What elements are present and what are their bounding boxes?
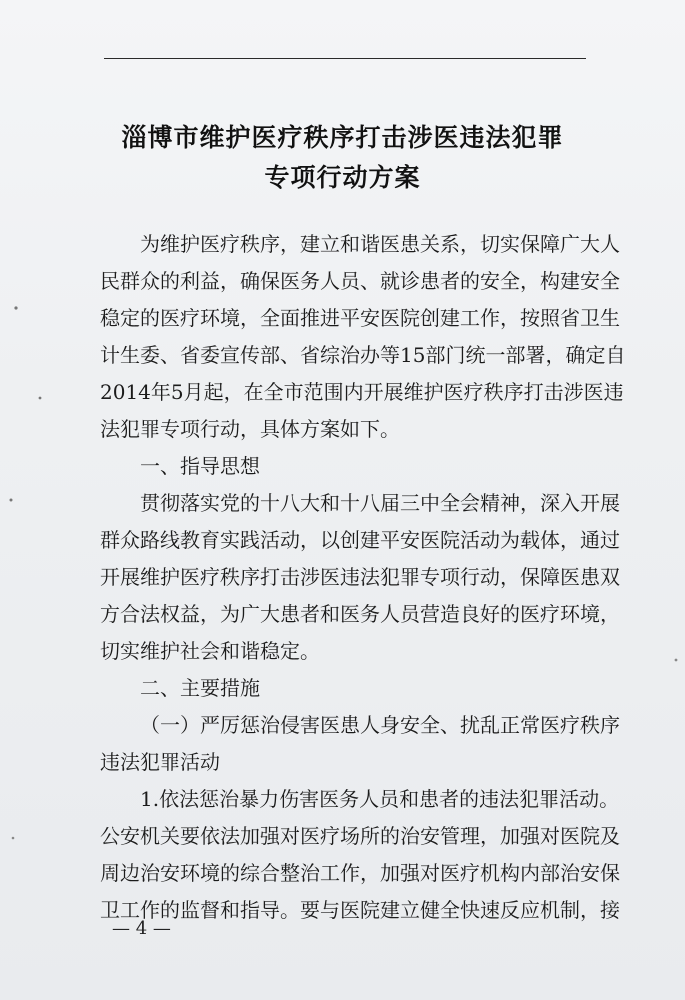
section-heading-guiding-ideology: 一、指导思想 [140,454,260,478]
paper-speck [39,397,42,400]
section1-line: 方合法权益，为广大患者和医务人员营造良好的医疗环境， [100,602,620,626]
item1-line: 卫工作的监督和指导。要与医院建立健全快速反应机制，接 [100,898,620,922]
paper-speck [12,837,15,840]
subsection-heading-line: （一）严厉惩治侵害医患人身安全、扰乱正常医疗秩序 [140,713,620,737]
header-rule [104,58,586,59]
section1-line: 开展维护医疗秩序打击涉医违法犯罪专项行动，保障医患双 [100,565,620,589]
section1-line: 切实维护社会和谐稳定。 [100,639,320,663]
document-title-line-2: 专项行动方案 [264,163,421,192]
intro-line: 民群众的利益，确保医务人员、就诊患者的安全，构建安全 [100,269,620,293]
paper-speck [10,499,13,502]
intro-line: 为维护医疗秩序，建立和谐医患关系，切实保障广大人 [140,232,620,256]
section1-line: 群众路线教育实践活动，以创建平安医院活动为载体，通过 [100,528,620,552]
item1-line: 1.依法惩治暴力伤害医务人员和患者的违法犯罪活动。 [140,787,620,811]
document-title-line-1: 淄博市维护医疗秩序打击涉医违法犯罪 [121,123,564,152]
intro-line: 稳定的医疗环境，全面推进平安医院创建工作，按照省卫生 [100,306,620,330]
item1-line: 周边治安环境的综合整治工作，加强对医疗机构内部治安保 [100,861,620,885]
intro-line: 2014年5月起，在全市范围内开展维护医疗秩序打击涉医违 [100,380,624,404]
paper-speck [14,306,17,309]
section1-line: 贯彻落实党的十八大和十八届三中全会精神，深入开展 [140,491,620,515]
subsection-heading-line: 违法犯罪活动 [100,750,220,774]
paper-speck [675,659,678,662]
page-number: — 4 — [112,918,171,939]
item1-line: 公安机关要依法加强对医疗场所的治安管理，加强对医院及 [100,824,620,848]
intro-line: 计生委、省委宣传部、省综治办等15部门统一部署，确定自 [100,343,626,367]
intro-line: 法犯罪专项行动，具体方案如下。 [100,417,400,441]
section-heading-main-measures: 二、主要措施 [140,676,260,700]
